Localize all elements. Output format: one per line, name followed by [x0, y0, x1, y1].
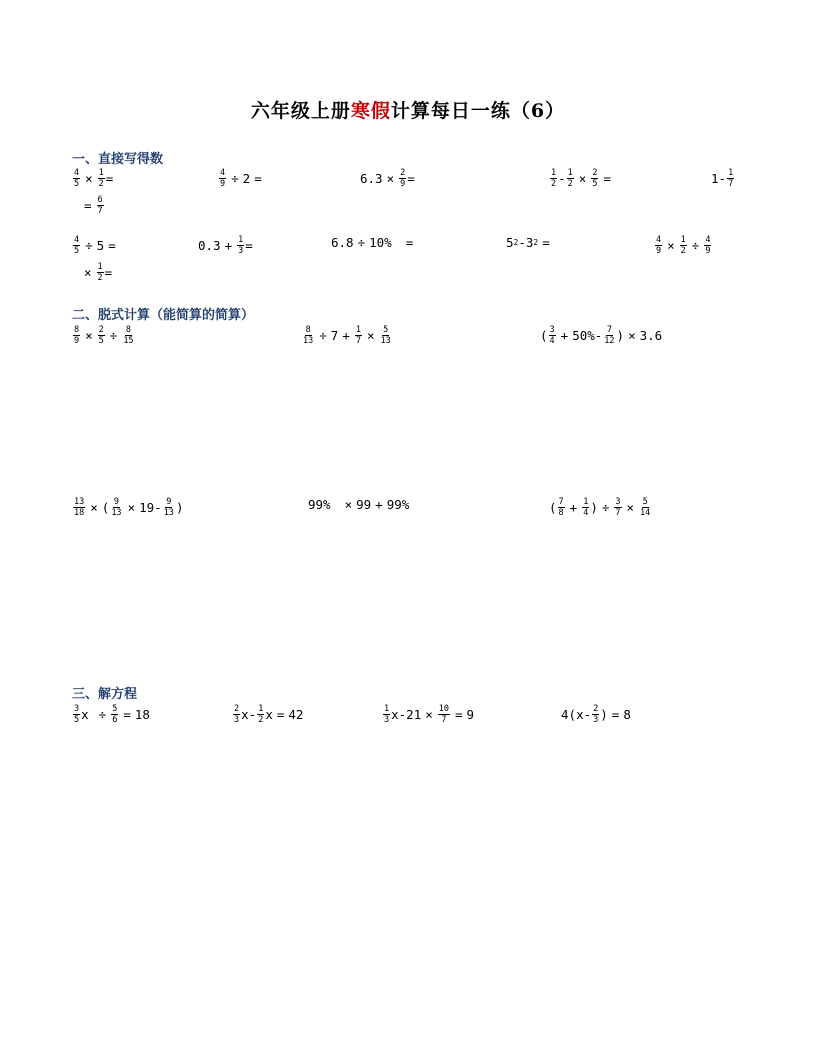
term: 50%: [572, 328, 595, 343]
title-suffix: 计算每日一练（6）: [390, 100, 566, 122]
numerator: 1: [551, 168, 557, 178]
operator: +: [560, 328, 569, 343]
term: =: [407, 171, 415, 186]
operator: ÷: [357, 235, 366, 250]
denominator: 8: [558, 508, 564, 518]
problem-2-6: [549, 497, 652, 518]
numerator: 9: [166, 497, 172, 507]
numerator: 10: [438, 704, 450, 714]
operator: ×: [628, 328, 636, 343]
fraction: [438, 704, 450, 725]
equation-4: [561, 704, 631, 725]
denominator: 3: [234, 715, 240, 725]
section-heading-3: 三、解方程: [72, 687, 138, 702]
problem-1-1: [72, 168, 113, 189]
numerator: 4: [74, 168, 80, 178]
problem-1-2: [218, 168, 266, 189]
numerator: 4: [656, 235, 662, 245]
operator: =: [405, 235, 414, 250]
term: 18: [134, 707, 150, 722]
numerator: 1: [583, 497, 589, 507]
term: -: [518, 235, 526, 250]
numerator: 1: [728, 168, 734, 178]
exponent: 2: [513, 238, 519, 247]
term: -: [154, 500, 162, 515]
denominator: 9: [220, 179, 226, 189]
operator: ÷: [601, 500, 610, 515]
fraction: [98, 168, 105, 189]
exponent: 2: [533, 238, 539, 247]
fraction: [680, 235, 687, 256]
numerator: 5: [642, 497, 648, 507]
equation-3: [382, 704, 474, 725]
denominator: 5: [592, 179, 598, 189]
problem-1-4: [549, 168, 615, 189]
numerator: 1: [384, 704, 390, 714]
page-title: [0, 96, 816, 123]
problem-1-10-cont: [80, 262, 112, 283]
denominator: 13: [111, 508, 122, 518]
fraction: [603, 325, 615, 346]
numerator: 9: [113, 497, 119, 507]
equation-2: [232, 704, 303, 725]
operator: ×: [90, 500, 98, 515]
operator: +: [342, 328, 350, 343]
numerator: 8: [305, 325, 311, 335]
term: 10%: [369, 235, 392, 250]
term: -: [718, 171, 727, 186]
denominator: 5: [74, 715, 80, 725]
operator: =: [254, 171, 262, 186]
term: 7: [330, 328, 339, 343]
operator: =: [611, 707, 620, 722]
operator: ÷: [691, 238, 700, 253]
fraction: [614, 497, 621, 518]
fraction: [111, 704, 118, 725]
denominator: 7: [615, 508, 621, 518]
operator: ×: [85, 328, 93, 343]
operator: =: [455, 707, 463, 722]
problem-2-1: [72, 325, 136, 346]
term: 4: [561, 707, 569, 722]
term: 5: [506, 235, 514, 250]
term: x: [241, 707, 249, 722]
denominator: 9: [705, 246, 711, 256]
problem-1-7: [198, 235, 253, 256]
denominator: 7: [355, 336, 361, 346]
operator: ÷: [319, 328, 327, 343]
denominator: 12: [604, 336, 615, 346]
problem-2-3: [540, 325, 662, 346]
fraction: [302, 325, 314, 346]
numerator: 2: [234, 704, 240, 714]
term: -: [248, 707, 257, 722]
numerator: 2: [593, 704, 599, 714]
fraction: [219, 168, 226, 189]
denominator: 13: [380, 336, 391, 346]
numerator: 4: [220, 168, 226, 178]
numerator: 3: [549, 325, 555, 335]
term: -21: [398, 707, 422, 722]
term: (: [101, 500, 110, 515]
fraction: [655, 235, 662, 256]
denominator: 3: [238, 246, 244, 256]
fraction: [592, 704, 599, 725]
denominator: 18: [74, 508, 85, 518]
denominator: 4: [583, 508, 589, 518]
operator: ×: [578, 171, 587, 186]
term: x: [576, 707, 584, 722]
denominator: 2: [680, 246, 686, 256]
denominator: 7: [97, 206, 103, 216]
problem-1-5-cont: [80, 195, 105, 216]
term: 19: [139, 500, 155, 515]
numerator: 2: [400, 168, 406, 178]
operator: ×: [386, 171, 395, 186]
numerator: 1: [238, 235, 244, 245]
numerator: 4: [705, 235, 711, 245]
fraction: [73, 497, 85, 518]
term: 99%: [308, 497, 331, 512]
term: x: [265, 707, 273, 722]
problem-2-5: [308, 497, 409, 512]
numerator: 5: [383, 325, 389, 335]
numerator: 13: [74, 497, 85, 507]
operator: +: [224, 238, 233, 253]
denominator: 5: [74, 246, 80, 256]
fraction: [591, 168, 598, 189]
fraction: [122, 325, 134, 346]
term: ): [590, 500, 598, 515]
fraction: [97, 262, 104, 283]
fraction: [549, 325, 556, 346]
problem-1-3: [360, 168, 415, 189]
denominator: 2: [98, 179, 104, 189]
term: 42: [288, 707, 304, 722]
fraction: [639, 497, 651, 518]
fraction: [727, 168, 734, 189]
operator: ×: [84, 265, 92, 280]
term: -: [594, 328, 603, 343]
fraction: [97, 195, 104, 216]
term: ): [175, 500, 184, 515]
term: x: [391, 707, 399, 722]
denominator: 3: [593, 715, 599, 725]
term: 1: [711, 171, 719, 186]
operator: =: [603, 171, 611, 186]
numerator: 1: [97, 262, 103, 272]
fraction: [383, 704, 390, 725]
numerator: 3: [74, 704, 80, 714]
operator: ÷: [98, 707, 107, 722]
numerator: 1: [355, 325, 361, 335]
numerator: 2: [592, 168, 598, 178]
numerator: 8: [125, 325, 131, 335]
term: =: [105, 171, 114, 186]
denominator: 6: [112, 715, 118, 725]
term: 99%: [386, 497, 410, 512]
term: (: [568, 707, 577, 722]
fraction: [380, 325, 392, 346]
term: 5: [96, 238, 105, 253]
fraction: [558, 497, 565, 518]
problem-2-4: [72, 497, 183, 518]
numerator: 3: [615, 497, 621, 507]
denominator: 2: [97, 273, 103, 283]
operator: ×: [85, 171, 93, 186]
term: 3: [525, 235, 534, 250]
operator: ×: [127, 500, 136, 515]
fraction: [73, 168, 80, 189]
problem-1-5: [711, 168, 735, 189]
term: =: [104, 265, 113, 280]
term: =: [245, 238, 253, 253]
operator: ÷: [231, 171, 239, 186]
operator: ÷: [109, 328, 118, 343]
denominator: 9: [656, 246, 662, 256]
operator: =: [108, 238, 116, 253]
term: 6.8: [331, 235, 354, 250]
numerator: 1: [680, 235, 686, 245]
operator: =: [276, 707, 285, 722]
operator: ×: [366, 328, 375, 343]
operator: =: [542, 235, 550, 250]
title-prefix: 六年级上册: [250, 100, 351, 122]
term: -: [583, 707, 592, 722]
numerator: 6: [97, 195, 103, 205]
problem-1-9: [506, 235, 554, 250]
term: x: [81, 707, 89, 722]
section-heading-1: 一、直接写得数: [72, 152, 164, 167]
denominator: 9: [400, 179, 406, 189]
numerator: 8: [74, 325, 80, 335]
denominator: 5: [74, 179, 80, 189]
numerator: 4: [74, 235, 80, 245]
denominator: 2: [258, 715, 264, 725]
denominator: 9: [74, 336, 80, 346]
term: ): [616, 328, 625, 343]
numerator: 7: [606, 325, 612, 335]
term: 3.6: [639, 328, 663, 343]
operator: +: [375, 497, 383, 512]
denominator: 13: [303, 336, 314, 346]
denominator: 2: [551, 179, 557, 189]
fraction: [163, 497, 175, 518]
fraction: [399, 168, 406, 189]
fraction: [355, 325, 362, 346]
term: 99: [356, 497, 372, 512]
denominator: 14: [640, 508, 651, 518]
fraction: [550, 168, 557, 189]
operator: ×: [344, 497, 353, 512]
problem-1-10: [654, 235, 712, 256]
problem-1-8: [331, 235, 417, 250]
equation-1: [72, 704, 150, 725]
term: 9: [466, 707, 475, 722]
title-highlight: 寒假: [350, 100, 391, 122]
term: 0.3: [198, 238, 221, 253]
operator: +: [569, 500, 578, 515]
denominator: 15: [123, 336, 134, 346]
term: (: [540, 328, 548, 343]
numerator: 7: [558, 497, 564, 507]
denominator: 7: [441, 715, 447, 725]
numerator: 1: [98, 168, 104, 178]
term: 8: [623, 707, 631, 722]
problem-1-6: [72, 235, 120, 256]
operator: ×: [667, 238, 675, 253]
operator: ×: [626, 500, 635, 515]
fraction: [704, 235, 711, 256]
operator: =: [84, 198, 92, 213]
denominator: 3: [384, 715, 390, 725]
numerator: 1: [258, 704, 264, 714]
operator: =: [123, 707, 131, 722]
denominator: 2: [567, 179, 573, 189]
term: -: [558, 171, 566, 186]
fraction: [98, 325, 105, 346]
term: ): [600, 707, 608, 722]
denominator: 4: [549, 336, 555, 346]
fraction: [73, 325, 80, 346]
fraction: [257, 704, 264, 725]
fraction: [73, 235, 80, 256]
fraction: [567, 168, 574, 189]
fraction: [582, 497, 589, 518]
numerator: 1: [567, 168, 573, 178]
fraction: [110, 497, 122, 518]
fraction: [233, 704, 240, 725]
denominator: 7: [728, 179, 734, 189]
numerator: 5: [112, 704, 118, 714]
term: 6.3: [360, 171, 383, 186]
denominator: 13: [163, 508, 174, 518]
operator: ×: [425, 707, 433, 722]
section-heading-2: 二、脱式计算（能简算的简算）: [72, 308, 255, 323]
denominator: 5: [98, 336, 104, 346]
numerator: 2: [98, 325, 104, 335]
operator: ÷: [85, 238, 93, 253]
problem-2-2: [301, 325, 393, 346]
fraction: [73, 704, 80, 725]
fraction: [237, 235, 244, 256]
term: 2: [242, 171, 251, 186]
term: (: [549, 500, 557, 515]
